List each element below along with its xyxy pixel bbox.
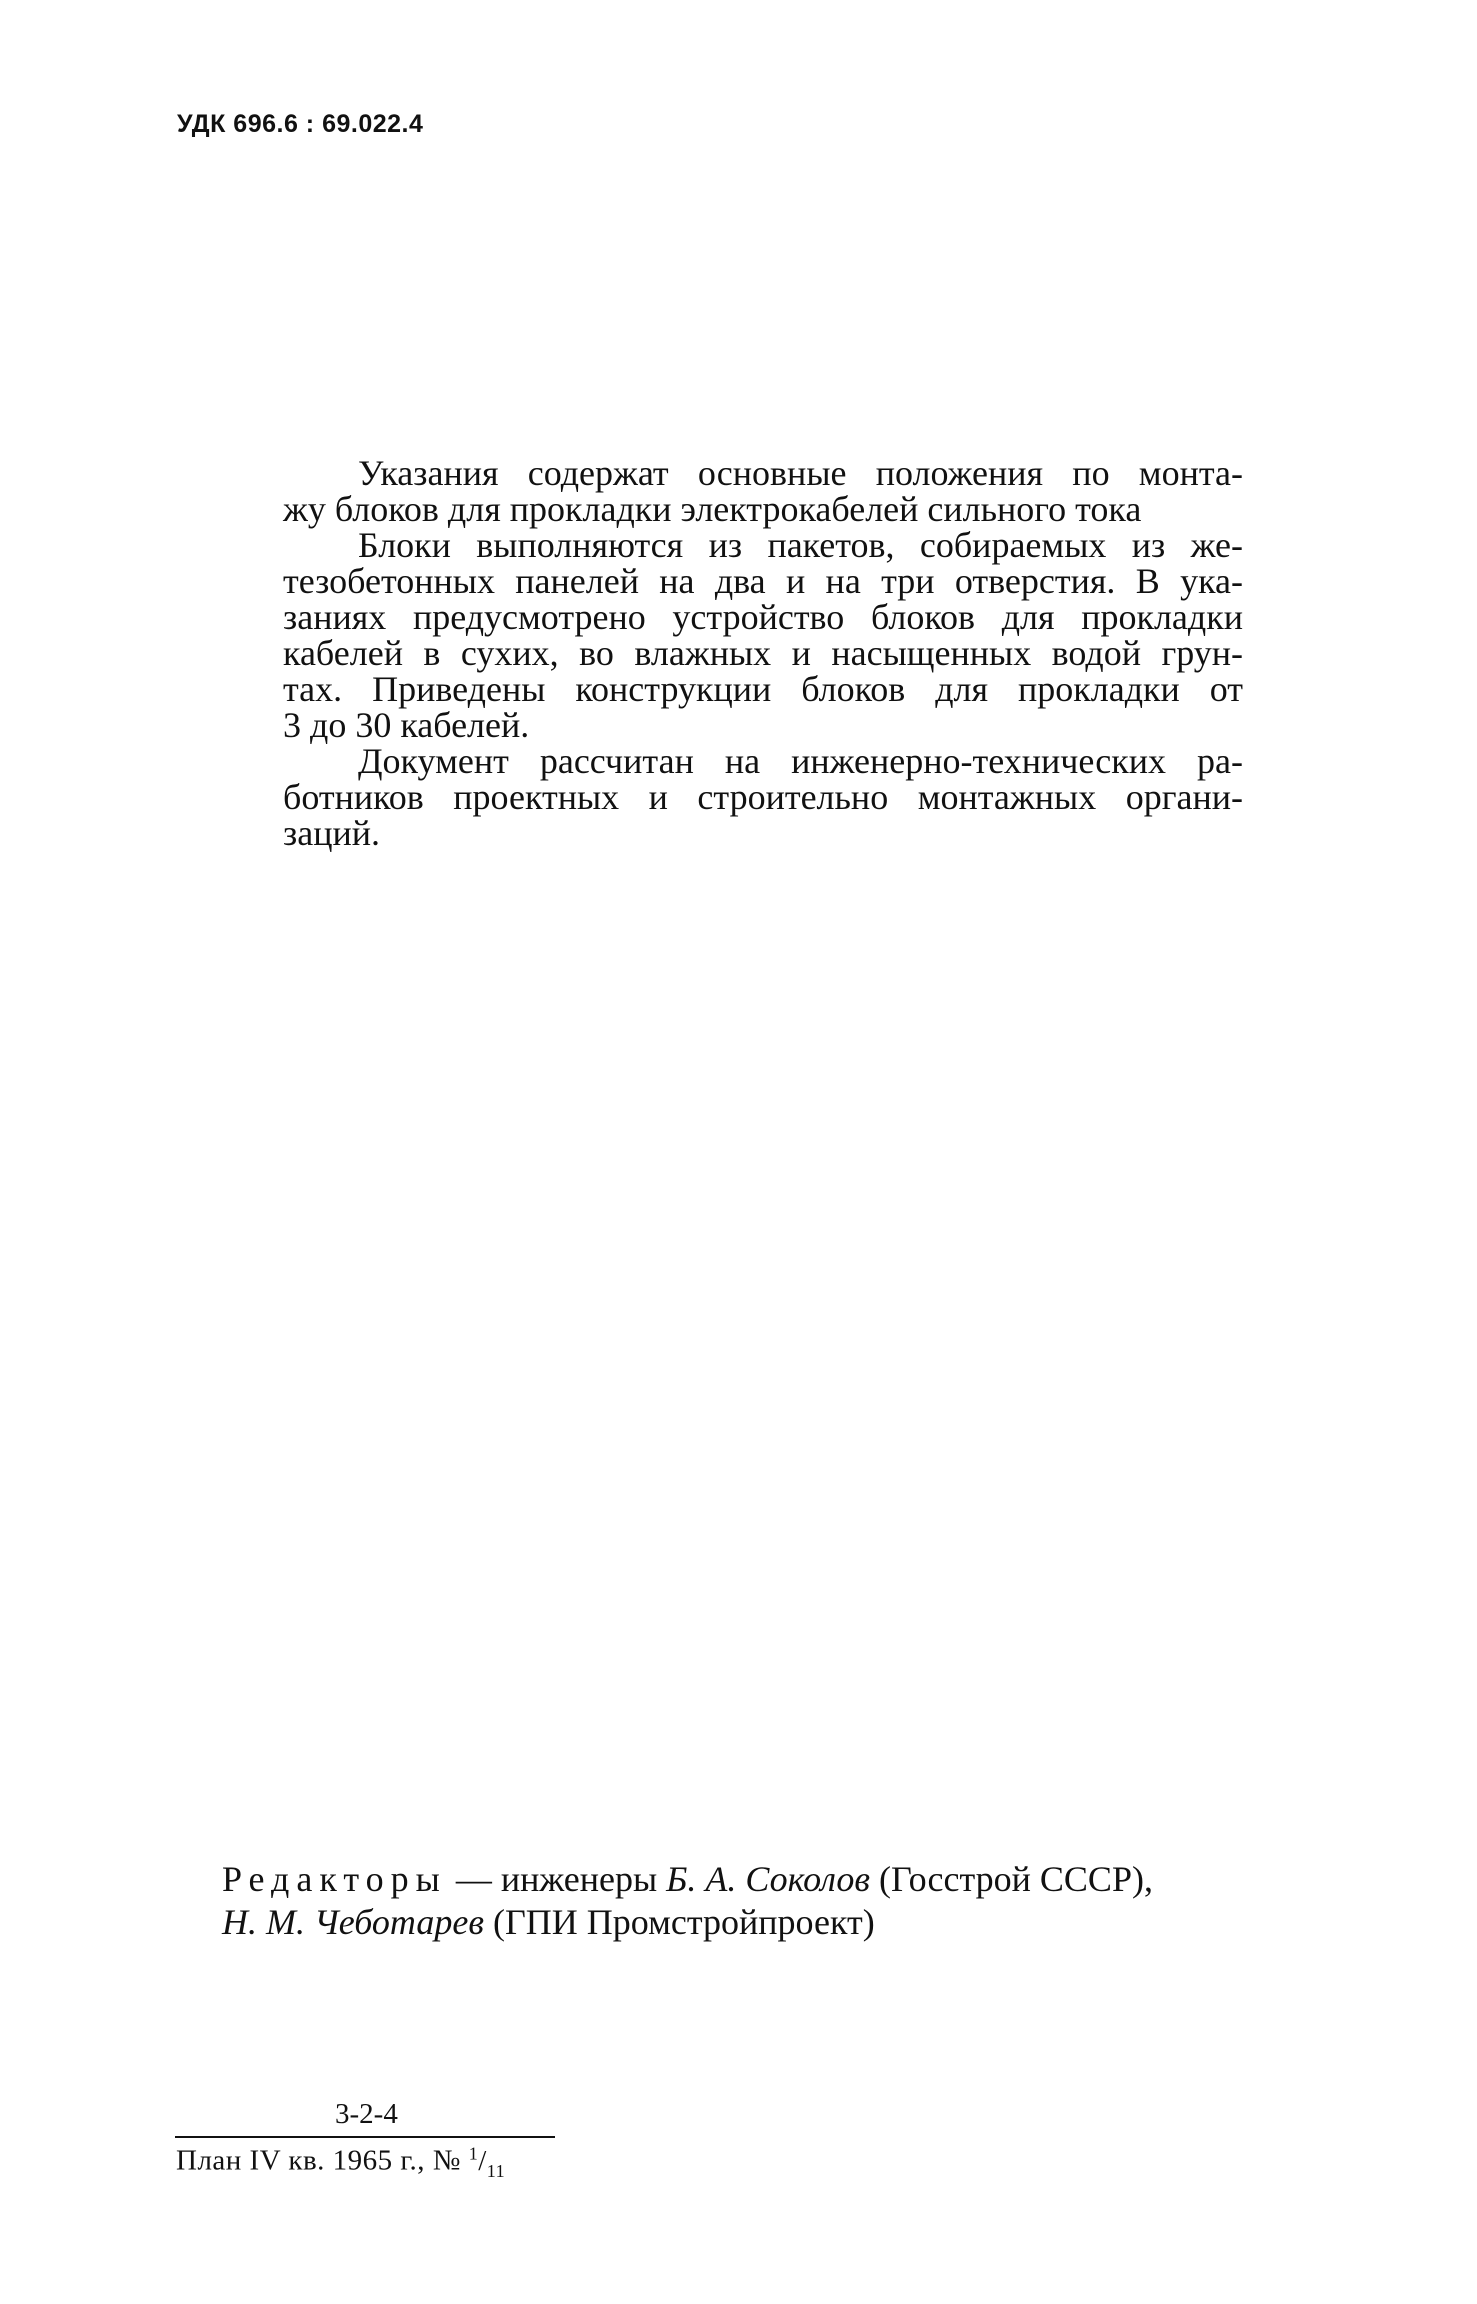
editor-1-name: Б. А. Соколов — [666, 1859, 870, 1899]
editor-2-org: (ГПИ Промстройпроект) — [483, 1902, 875, 1942]
abstract-line: заций. — [283, 813, 380, 853]
plan-fraction: $^1/_{11}$ — [468, 2143, 506, 2181]
udk-classification: УДК 696.6 : 69.022.4 — [177, 110, 424, 138]
footer-divider — [175, 2136, 555, 2138]
abstract-line: тах. Приведены конструкции блоков для прокладки от — [283, 669, 1243, 709]
abstract-line: 3 до 30 кабелей. — [283, 705, 530, 745]
editors-line-1 — [222, 1858, 1312, 1901]
abstract-line: тезобетонных панелей на два и на три отверстия. В ука- — [283, 561, 1243, 601]
editors-line-2 — [222, 1901, 1312, 1944]
editors-credit — [222, 1858, 1312, 1944]
abstract-line: жу блоков для прокладки электрокабелей сильного тока — [283, 489, 1142, 529]
publication-code: 3-2-4 — [335, 2098, 398, 2130]
abstract-line: Блоки выполняются из пакетов, собираемых из же- — [358, 525, 1243, 565]
plan-text: План IV кв. 1965 г., № — [176, 2144, 461, 2177]
abstract-line: Указания содержат основные положения по монта- — [358, 453, 1243, 493]
editor-2-name: Н. М. Чеботарев — [222, 1902, 484, 1942]
editors-dash: — инженеры — [446, 1859, 667, 1899]
plan-numerator: 1 — [468, 2143, 479, 2163]
abstract-text — [283, 455, 1243, 851]
abstract-line: кабелей в сухих, во влажных и насыщенных водой грун- — [283, 633, 1243, 673]
editors-label: Редакторы — [222, 1859, 447, 1899]
publication-plan — [176, 2143, 505, 2181]
abstract-line: ботников проектных и строительно монтажных органи- — [283, 777, 1243, 817]
abstract-line: заниях предусмотрено устройство блоков для прокладки — [283, 597, 1243, 637]
plan-denominator: 11 — [486, 2160, 506, 2181]
editor-1-org: (Госстрой СССР), — [869, 1859, 1153, 1899]
abstract-line: Документ рассчитан на инженерно-технических ра- — [358, 741, 1243, 781]
